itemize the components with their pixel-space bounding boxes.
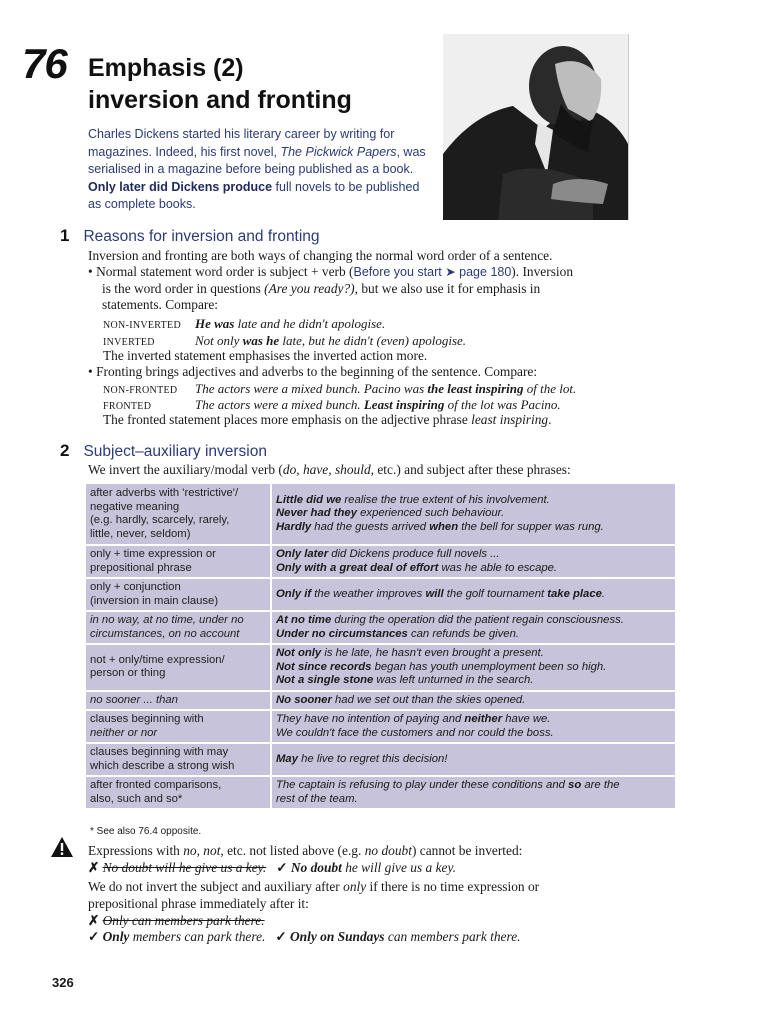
table-cell-rule <box>86 692 272 710</box>
rule-line: which describe a strong wish <box>90 759 235 772</box>
table-cell-rule <box>86 744 272 775</box>
example-text: We couldn't face the customers and nor could the boss. <box>276 726 554 739</box>
rule-line: neither or nor <box>90 726 158 739</box>
text: only <box>343 879 367 894</box>
table-cell-rule <box>86 484 272 544</box>
warning-example-1 <box>88 859 688 876</box>
intro-paragraph <box>88 126 428 214</box>
emphasis: Only on Sundays <box>290 929 385 944</box>
table-footnote: * See also 76.4 opposite. <box>90 826 202 837</box>
table-cell-examples <box>272 546 675 577</box>
table-cell-rule <box>86 645 272 690</box>
cross-icon: ✗ <box>88 860 100 875</box>
table-cell-examples <box>272 612 675 643</box>
emphasis: Only with a great deal of effort <box>276 561 439 574</box>
example-text: are the <box>581 779 620 791</box>
intro-book-title: The Pickwick Papers <box>280 144 397 159</box>
rule-line: not + only/time expression/ <box>90 653 225 666</box>
emphasis: No sooner <box>276 693 332 706</box>
rule-line: in no way, at no time, under no <box>90 614 244 626</box>
unit-number: 76 <box>22 40 67 87</box>
text: (Are you ready?) <box>264 280 355 296</box>
section-2-intro <box>88 461 688 478</box>
example-text: of the lot. <box>523 381 577 396</box>
text: We invert the auxiliary/modal verb ( <box>88 462 283 477</box>
example-text: can refunds be given. <box>407 627 520 640</box>
emphasis: Not a single stone <box>276 674 374 686</box>
text: . <box>548 412 552 427</box>
intro-text: , was serialised in a magazine before being published as a book. <box>88 144 426 176</box>
intro-text: Charles Dickens started his literary career by writing for magazines. Indeed, his first novel, <box>88 127 395 159</box>
example-noninverted <box>103 315 693 333</box>
warning-icon <box>50 836 74 863</box>
table-cell-rule <box>86 711 272 742</box>
warning-example-3 <box>88 928 688 945</box>
table-row <box>86 546 675 577</box>
text: prepositional phrase immediately after it: <box>88 896 309 911</box>
example-label: FRONTED <box>103 401 152 412</box>
example-text: Not only <box>195 333 243 348</box>
table-cell-rule <box>86 612 272 643</box>
example-text: late and he didn't apologise. <box>234 316 386 331</box>
text: ). Inversion <box>511 264 574 279</box>
bullet-dot-icon: • <box>88 364 93 379</box>
example-text: . <box>601 587 606 600</box>
emphasis: neither <box>464 713 503 725</box>
section-number: 1 <box>60 226 70 245</box>
table-row <box>86 692 675 710</box>
example-label: NON-FRONTED <box>103 385 178 396</box>
unit-title-line2: inversion and fronting <box>88 86 352 114</box>
rule-line: little, never, seldom) <box>90 527 191 540</box>
section-title: Reasons for inversion and fronting <box>83 228 320 245</box>
example-text: realise the true extent of his involvement. <box>341 493 550 506</box>
rule-line: after adverbs with 'restrictive'/ <box>90 487 239 499</box>
portrait-illustration-icon <box>443 34 628 220</box>
text: ) cannot be inverted: <box>411 843 523 858</box>
table-row <box>86 612 675 643</box>
text: Expressions with <box>88 843 184 858</box>
text: We do not invert the subject and auxiliary after <box>88 879 344 894</box>
example-text: the bell for supper was rung. <box>458 520 604 533</box>
section-1-note-2 <box>103 411 693 428</box>
inversion-table <box>86 482 675 810</box>
example-label: INVERTED <box>103 337 155 348</box>
correct-example: he will give us a key. <box>341 860 457 875</box>
correct-example: can members park there. <box>384 929 521 944</box>
example-text: had we set out than the skies opened. <box>331 693 526 706</box>
table-cell-examples <box>272 692 675 710</box>
example-text: The actors were a mixed bunch. <box>195 397 364 412</box>
example-label: NON-INVERTED <box>103 320 181 331</box>
text: do, have, should, <box>282 462 375 477</box>
table-cell-examples <box>272 579 675 610</box>
text: statements. Compare: <box>102 297 219 312</box>
example-text: of the lot was Pacino. <box>444 397 561 412</box>
table-row <box>86 484 675 544</box>
example-text: is he late, he hasn't even brought a present. <box>321 647 544 659</box>
table-row <box>86 645 675 690</box>
section-number: 2 <box>60 441 70 460</box>
unit-title <box>88 52 352 116</box>
bullet-2 <box>88 364 688 381</box>
tick-icon: ✓ <box>276 860 288 875</box>
emphasis: will <box>425 587 444 600</box>
table-cell-examples <box>272 645 675 690</box>
page-number: 326 <box>52 975 74 990</box>
bullet-dot-icon: • <box>88 264 93 279</box>
intro-text: full novels to be published as complete books. <box>88 179 420 211</box>
rule-line: after fronted comparisons, <box>90 779 222 791</box>
table-row <box>86 579 675 610</box>
emphasis: Never had they <box>276 507 357 520</box>
example-text: during the operation did the patient regain consciousness. <box>331 614 624 626</box>
example-text: experienced such behaviour. <box>357 507 505 520</box>
text: , but we also use it for emphasis in <box>354 280 541 296</box>
table-row <box>86 777 675 808</box>
table-cell-rule <box>86 777 272 808</box>
warning-text-1 <box>88 842 688 859</box>
emphasis: Little did we <box>276 493 342 506</box>
example-text: late, but he didn't (even) apologise. <box>279 333 467 348</box>
example-text: the weather improves <box>311 587 426 600</box>
section-2-heading <box>60 441 267 461</box>
text: no doubt <box>364 843 412 858</box>
text: if there is no time expression or <box>366 879 540 894</box>
correct-example: members can park there. <box>129 929 266 944</box>
emphasis: Only later <box>276 548 329 560</box>
example-text: the golf tournament <box>443 587 548 600</box>
emphasis: He was <box>195 316 235 331</box>
incorrect-example: Only can members park there. <box>102 913 265 928</box>
bullet-1 <box>88 264 688 314</box>
emphasis: Under no circumstances <box>276 627 408 640</box>
example-text: was he able to escape. <box>438 561 558 574</box>
rule-line: person or thing <box>90 667 166 680</box>
table-cell-rule <box>86 579 272 610</box>
table-row <box>86 744 675 775</box>
example-text: rest of the team. <box>276 792 358 805</box>
table-cell-rule <box>86 546 272 577</box>
intro-highlight: Only later did Dickens produce <box>88 179 273 194</box>
incorrect-example: No doubt will he give us a key. <box>102 860 267 875</box>
unit-title-line1: Emphasis (2) <box>88 54 244 82</box>
rule-line: clauses beginning with may <box>90 746 229 758</box>
rule-line: only + conjunction <box>90 581 181 593</box>
text: etc. not listed above (e.g. <box>223 843 365 858</box>
tick-icon: ✓ <box>88 929 100 944</box>
table-cell-examples <box>272 484 675 544</box>
emphasis: Least inspiring <box>363 397 445 412</box>
tick-icon: ✓ <box>275 929 287 944</box>
section-1-intro: Inversion and fronting are both ways of changing the normal word order of a sentence. <box>88 248 553 263</box>
emphasis: No doubt <box>290 860 342 875</box>
example-text: They have no intention of paying and <box>276 713 465 725</box>
emphasis: the least inspiring <box>427 381 524 396</box>
example-text: began has youth unemployment been so high. <box>371 660 607 673</box>
table-cell-examples <box>272 711 675 742</box>
warning-example-2 <box>88 912 688 929</box>
emphasis: May <box>276 752 298 765</box>
section-1-heading <box>60 226 320 246</box>
emphasis: Only if <box>276 587 312 600</box>
table-cell-examples <box>272 744 675 775</box>
text: is the word order in questions <box>102 280 265 296</box>
example-text: The actors were a mixed bunch. Pacino was <box>195 381 428 396</box>
dickens-portrait-image <box>443 34 629 220</box>
emphasis: was he <box>242 333 280 348</box>
example-text: did Dickens produce full novels ... <box>328 548 500 560</box>
emphasis: At no time <box>276 614 332 626</box>
cross-icon: ✗ <box>88 913 100 928</box>
cross-reference-link[interactable]: Before you start ➤ page 180 <box>353 265 512 279</box>
rule-line: negative meaning <box>90 500 180 513</box>
rule-line: circumstances, on no account <box>90 627 240 640</box>
text: Normal statement word order is subject + verb ( <box>96 264 354 279</box>
rule-line: (inversion in main clause) <box>90 594 219 607</box>
example-text: had the guests arrived <box>311 520 430 533</box>
emphasis: when <box>429 520 459 533</box>
example-text: have we. <box>502 713 551 725</box>
rule-line: only + time expression or <box>90 548 216 560</box>
emphasis: Not since records <box>276 660 372 673</box>
warning-text-2 <box>88 878 688 912</box>
text: The fronted statement places more emphasis on the adjective phrase <box>103 412 472 427</box>
example-text: The captain is refusing to play under these conditions and <box>276 779 569 791</box>
example-text: he live to regret this decision! <box>297 752 448 765</box>
text: least inspiring <box>471 412 549 427</box>
emphasis: Only <box>102 929 130 944</box>
example-text: was left unturned in the search. <box>373 674 534 686</box>
rule-line: also, such and so* <box>90 792 183 805</box>
table-cell-examples <box>272 777 675 808</box>
rule-line: no sooner ... than <box>90 693 178 706</box>
emphasis: so <box>568 779 582 791</box>
text: etc.) and subject after these phrases: <box>374 462 571 477</box>
text: no, not, <box>183 843 224 858</box>
rule-line: clauses beginning with <box>90 713 204 725</box>
emphasis: Not only <box>276 647 322 659</box>
emphasis: take place <box>547 587 602 600</box>
table-row <box>86 711 675 742</box>
text: Fronting brings adjectives and adverbs to the beginning of the sentence. Compare: <box>96 364 538 379</box>
emphasis: Hardly <box>276 520 312 533</box>
rule-line: (e.g. hardly, scarcely, rarely, <box>90 514 230 526</box>
section-1-note: The inverted statement emphasises the inverted action more. <box>103 348 428 363</box>
section-title: Subject–auxiliary inversion <box>83 443 267 460</box>
rule-line: prepositional phrase <box>90 561 192 574</box>
